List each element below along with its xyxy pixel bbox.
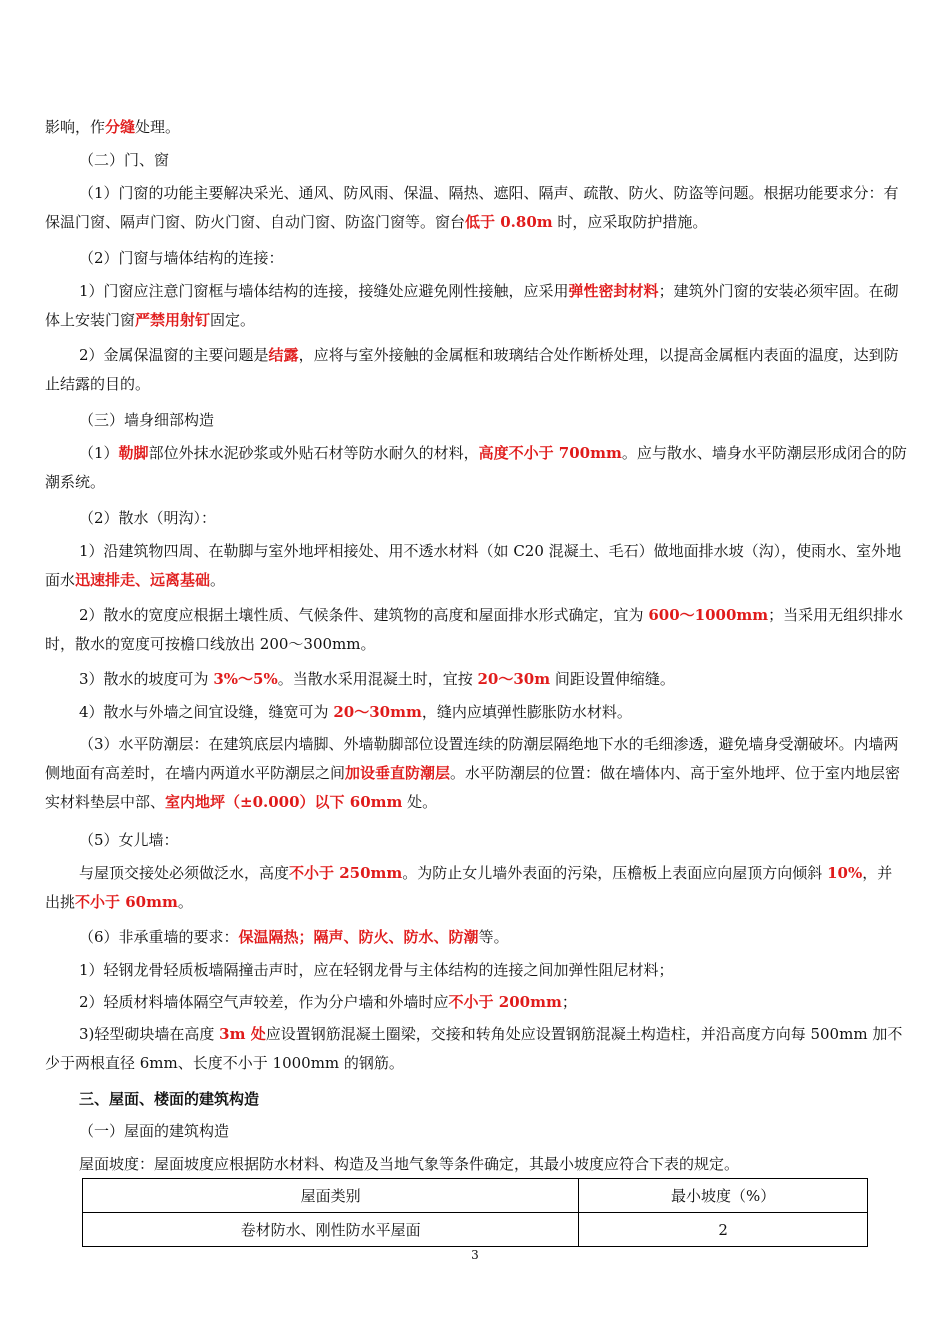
section-heading-roof: （一）屋面的建筑构造 (79, 1122, 230, 1140)
page-number: 3 (471, 1248, 479, 1262)
paragraph: （1）门窗的功能主要解决采光、通风、防风雨、保温、隔热、遮阳、隔声、疏散、防火、防盗等问题。根据功能要求分：有保温门窗、隔声门窗、防火门窗、自动门窗、防盗门窗等。窗台低于 0.80m 时，应采取防护措施。 (45, 184, 899, 231)
paragraph: 1）门窗应注意门窗框与墙体结构的连接，接缝处应避免刚性接触，应采用弹性密封材料；建筑外门窗的安装必须牢固。在砌体上安装门窗严禁用射钉固定。 (45, 282, 899, 329)
subheading: （2）门窗与墙体结构的连接： (79, 249, 284, 267)
text-line: 3）散水的坡度可为 3%～5%。当散水采用混凝土时，宜按 20～30m 间距设置伸缩缝。 (79, 670, 675, 688)
paragraph: 2）金属保温窗的主要问题是结露，应将与室外接触的金属框和玻璃结合处作断桥处理，以提高金属框内表面的温度，达到防止结露的目的。 (45, 346, 899, 393)
table-header-cell: 屋面类别 (83, 1179, 579, 1213)
table-cell: 2 (579, 1213, 868, 1247)
text-line: （6）非承重墙的要求：保温隔热；隔声、防火、防水、防潮等。 (79, 928, 509, 946)
text-line: 屋面坡度：屋面坡度应根据防水材料、构造及当地气象等条件确定，其最小坡度应符合下表的规定。 (79, 1155, 740, 1173)
paragraph: （1）勒脚部位外抹水泥砂浆或外贴石材等防水耐久的材料，高度不小于 700mm。应与散水、墙身水平防潮层形成闭合的防潮系统。 (45, 444, 907, 491)
paragraph: 1）沿建筑物四周、在勒脚与室外地坪相接处、用不透水材料（如 C20 混凝土、毛石）做地面排水坡（沟），使雨水、室外地面水迅速排走、远离基础。 (45, 542, 902, 589)
roof-slope-table (82, 1178, 868, 1247)
paragraph: 与屋顶交接处必须做泛水，高度不小于 250mm。为防止女儿墙外表面的污染，压檐板上表面应向屋顶方向倾斜 10%，并出挑不小于 60mm。 (45, 864, 893, 911)
table-header-cell: 最小坡度（%） (579, 1179, 868, 1213)
table-header-row (83, 1179, 868, 1213)
subheading: （2）散水（明沟）： (79, 509, 217, 527)
section-heading-doors-windows: （二）门、窗 (79, 151, 170, 169)
text-line: 4）散水与外墙之间宜设缝，缝宽可为 20～30mm，缝内应填弹性膨胀防水材料。 (79, 703, 632, 721)
paragraph: 2）散水的宽度应根据土壤性质、气候条件、建筑物的高度和屋面排水形式确定，宜为 600～1000mm；当采用无组织排水时，散水的宽度可按檐口线放出 200～300mm。 (45, 606, 904, 653)
text-line: 1）轻钢龙骨轻质板墙隔撞击声时，应在轻钢龙骨与主体结构的连接之间加弹性阻尼材料； (79, 961, 674, 979)
paragraph: （3）水平防潮层：在建筑底层内墙脚、外墙勒脚部位设置连续的防潮层隔绝地下水的毛细渗透，避免墙身受潮破坏。内墙两侧地面有高差时，在墙内两道水平防潮层之间加设垂直防潮层。水平防潮层的位置：做在墙体内、高于室外地坪、位于室内地层密实材料垫层中部、室内地坪（±0.000）以下 60mm 处。 (45, 735, 901, 811)
text-line: 影响，作分缝处理。 (45, 118, 181, 136)
table-cell: 卷材防水、刚性防水平屋面 (83, 1213, 579, 1247)
chapter-heading-roof-floor: 三、屋面、楼面的建筑构造 (79, 1090, 260, 1108)
subheading: （5）女儿墙： (79, 831, 179, 849)
text-line: 2）轻质材料墙体隔空气声较差，作为分户墙和外墙时应不小于 200mm； (79, 993, 577, 1011)
section-heading-wall-details: （三）墙身细部构造 (79, 411, 215, 429)
table-row (83, 1213, 868, 1247)
paragraph: 3)轻型砌块墙在高度 3m 处应设置钢筋混凝土圈梁，交接和转角处应设置钢筋混凝土构造柱，并沿高度方向每 500mm 加不少于两根直径 6mm、长度不小于 1000mm 的钢筋。 (45, 1025, 903, 1072)
